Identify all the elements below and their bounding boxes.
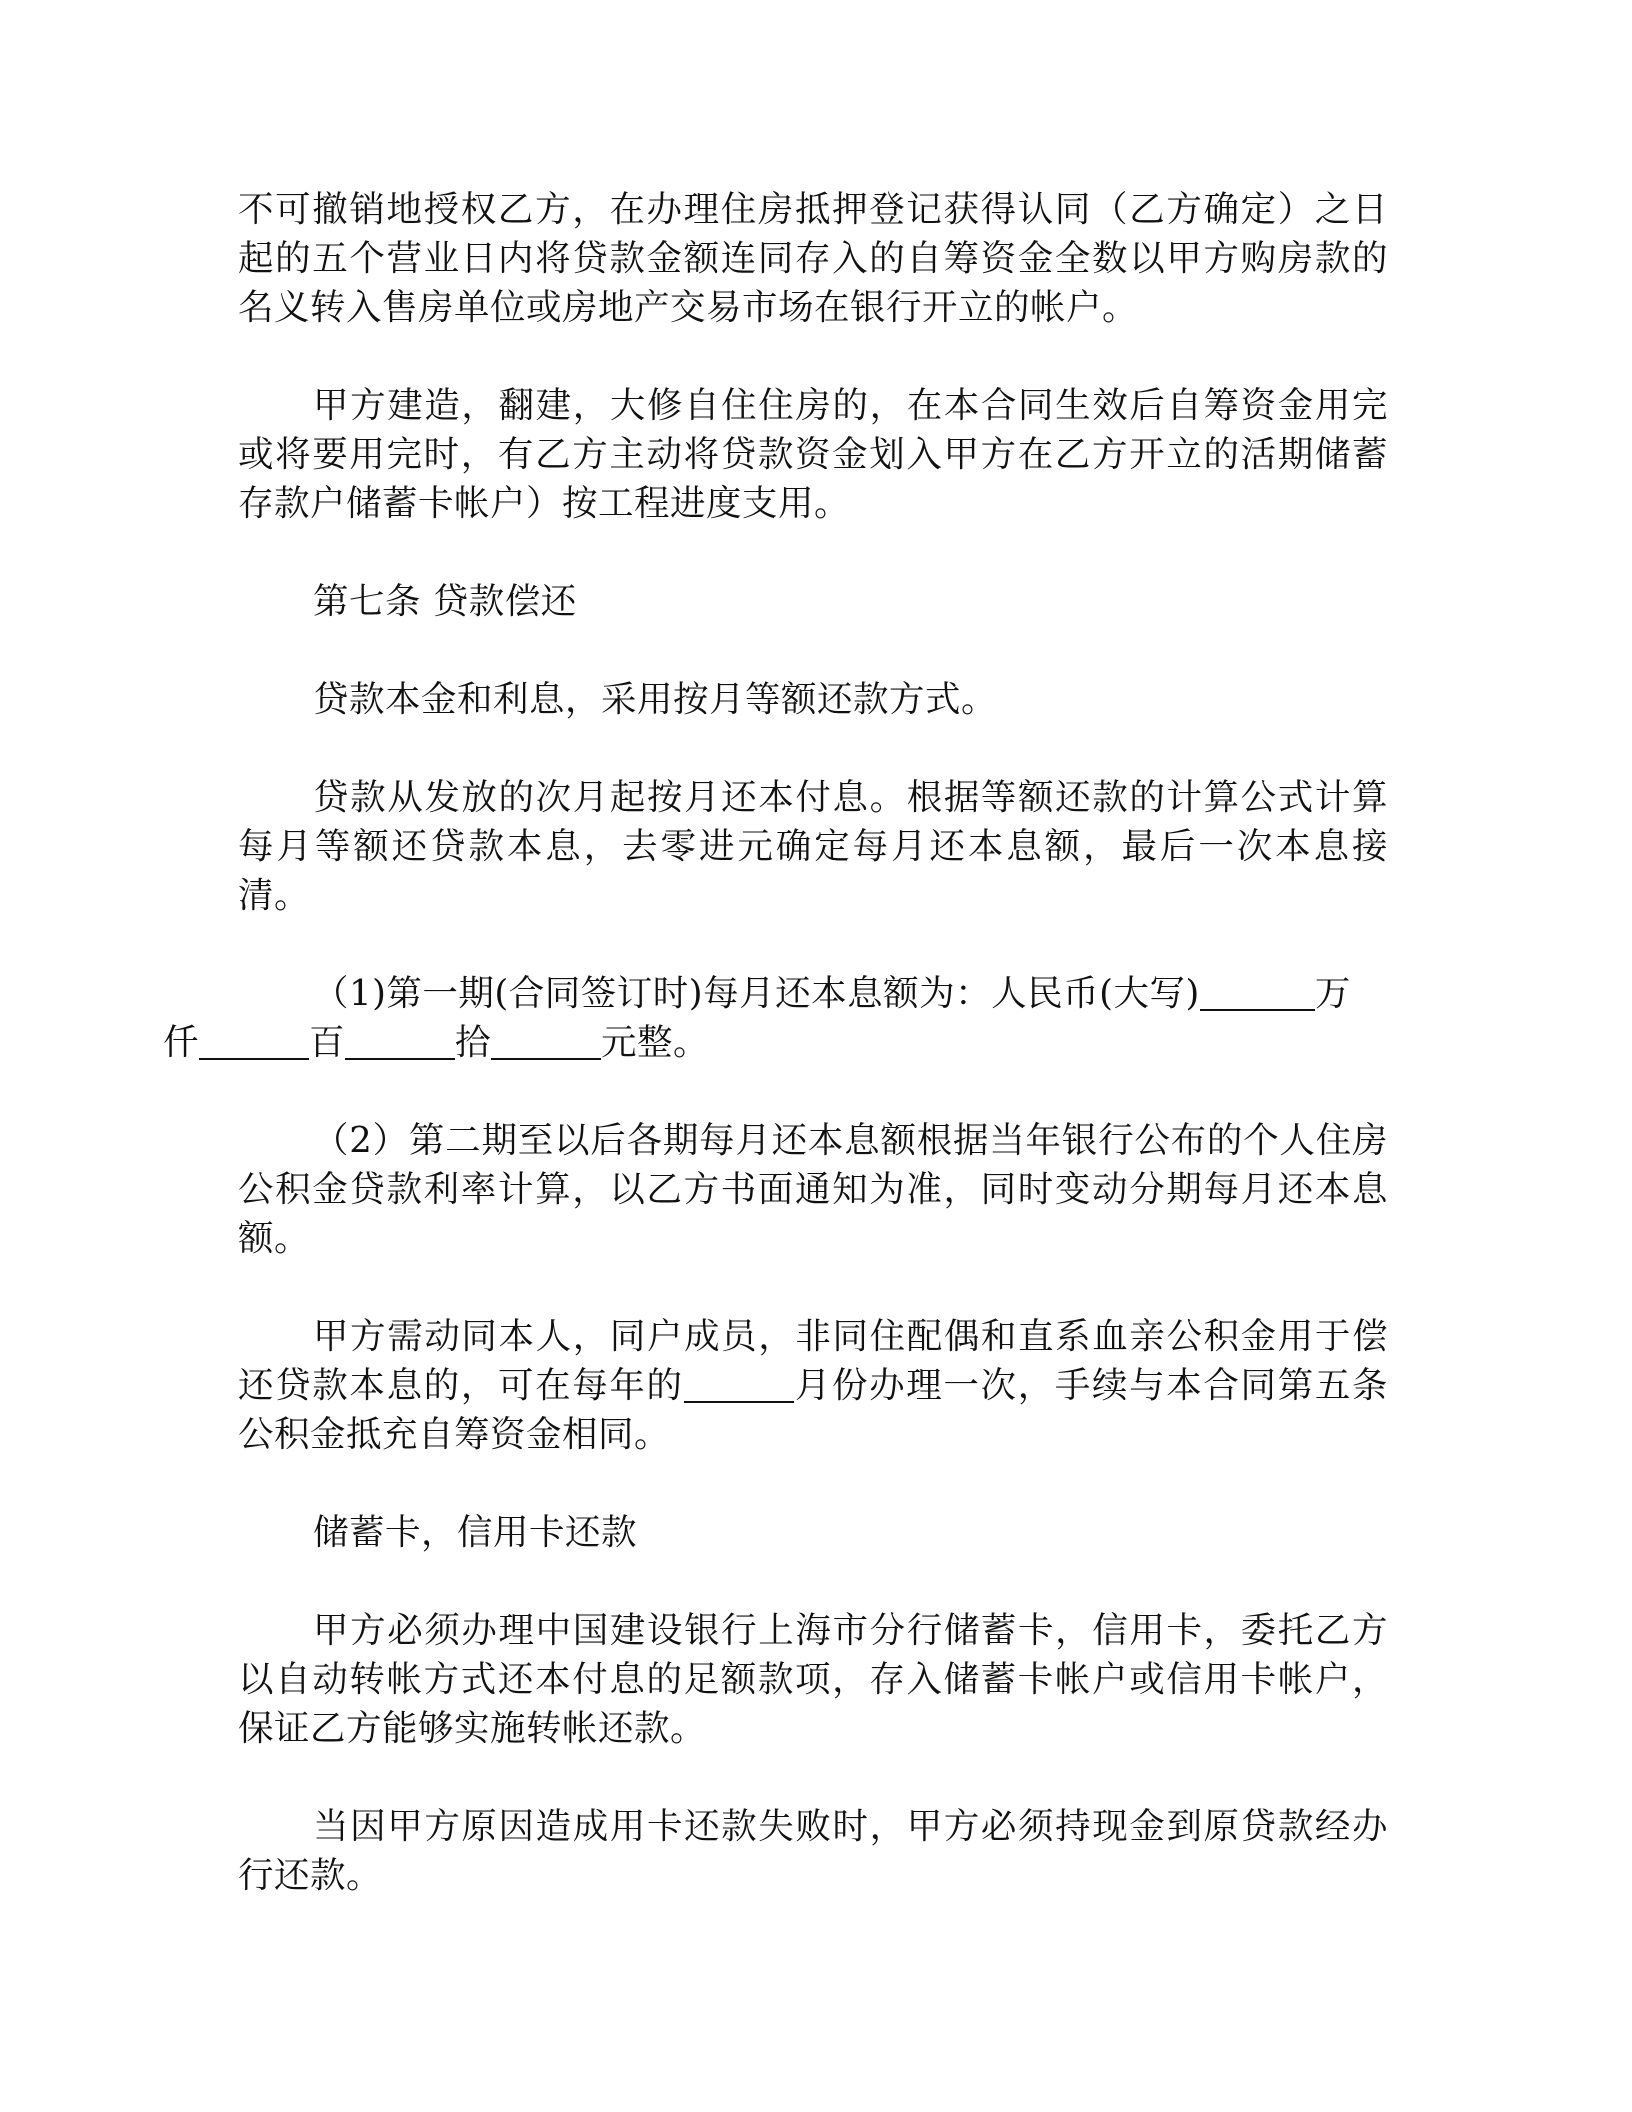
paragraph-monthly-repayment: 贷款从发放的次月起按月还本付息。根据等额还款的计算公式计算每月等额还贷款本息，去零进元确定每月还本息额，最后一次本息接清。 [238, 777, 1388, 916]
blank-wan[interactable] [1200, 973, 1315, 1011]
article-7-heading: 第七条 贷款偿还 [313, 581, 577, 622]
paragraph-repayment-method: 贷款本金和利息，采用按月等额还款方式。 [313, 679, 998, 720]
document-body [163, 185, 1388, 1949]
item-1-first-period-amount [163, 969, 1388, 1067]
unit-bai: 百 [309, 1022, 346, 1063]
provident-fund-text-before: 甲方需动同本人，同户成员，非同住配偶和直系血亲公积金用于偿还贷款本息的，可在每年的 [238, 1316, 1388, 1406]
unit-wan: 万 [1314, 973, 1351, 1014]
card-repayment-heading: 储蓄卡，信用卡还款 [313, 1512, 638, 1553]
unit-yuan: 元整。 [601, 1022, 710, 1063]
item-1-lead: （1)第一期(合同签订时)每月还本息额为：人民币(大写) [313, 973, 1200, 1014]
paragraph-provident-fund [238, 1312, 1388, 1459]
paragraph-authorization: 不可撤销地授权乙方，在办理住房抵押登记获得认同（乙方确定）之日起的五个营业日内将贷款金额连同存入的自筹资金全数以甲方购房款的名义转入售房单位或房地产交易市场在银行开立的帐户。 [238, 189, 1388, 328]
blank-shi[interactable] [491, 1022, 601, 1060]
unit-shi: 拾 [455, 1022, 492, 1063]
blank-bai[interactable] [345, 1022, 455, 1060]
blank-qian[interactable] [199, 1022, 309, 1060]
blank-month[interactable] [684, 1365, 794, 1403]
item-2-subsequent-periods: （2）第二期至以后各期每月还本息额根据当年银行公布的个人住房公积金贷款利率计算，以乙方书面通知为准，同时变动分期每月还本息额。 [238, 1120, 1388, 1259]
paragraph-construction-funds: 甲方建造，翻建，大修自住住房的，在本合同生效后自筹资金用完或将要用完时，有乙方主动将贷款资金划入甲方在乙方开立的活期储蓄存款户储蓄卡帐户）按工程进度支用。 [238, 385, 1388, 524]
provident-fund-text-after: 月份办理一次，手续与本合同第五条公积金抵充自筹资金相同。 [238, 1365, 1388, 1455]
unit-qian: 仟 [163, 1022, 200, 1063]
paragraph-card-requirement: 甲方必须办理中国建设银行上海市分行储蓄卡，信用卡，委托乙方以自动转帐方式还本付息的足额款项，存入储蓄卡帐户或信用卡帐户，保证乙方能够实施转帐还款。 [238, 1610, 1388, 1749]
paragraph-card-failure: 当因甲方原因造成用卡还款失败时，甲方必须持现金到原贷款经办行还款。 [238, 1806, 1388, 1896]
